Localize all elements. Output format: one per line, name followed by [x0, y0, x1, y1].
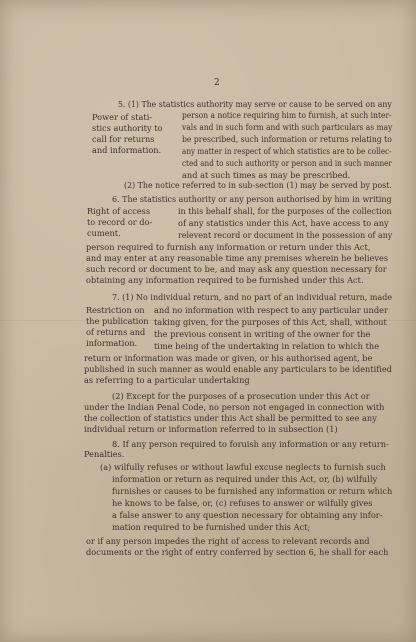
sec7-sub2: individual return or information referred to in subsection (1): [84, 424, 338, 434]
sec5-line: and at such times as may be prescribed.: [182, 170, 351, 180]
sec5-side-4: and information.: [92, 145, 162, 155]
sec6-line: in this behalf shall, for the purposes of the collection: [178, 206, 392, 216]
sec5-line: any matter in respect of which statistics are to be collec-: [182, 146, 392, 156]
sec5-line: vals and in such form and with such particulars as may: [182, 122, 393, 132]
sec6-line: and may enter at any reasonable time any premises wherein he believes: [86, 253, 389, 263]
sec8-side: Penalties.: [84, 449, 125, 459]
sec5-intro: 5. (1) The statistics authority may serve or cause to be served on any: [118, 99, 392, 109]
sec5-line: person a notice requiring him to furnish, at such inter-: [182, 110, 392, 120]
sec7-line: taking given, for the purposes of this Act, shall, without: [154, 317, 387, 327]
sec7-line: the previous consent in writing of the owner for the: [154, 329, 371, 339]
sec8-a: furnishes or causes to be furnished any information or return which: [112, 486, 393, 496]
sec5-side-2: stics authority to: [92, 123, 163, 133]
sec6-line: person required to furnish any information or return under this Act,: [86, 242, 371, 252]
sec7-cont: published in such manner as would enable any particulars to be identified: [84, 364, 392, 374]
sec7-cont: return or information was made or given, or his authorised agent, be: [84, 353, 373, 363]
sec7-side-4: information.: [86, 338, 138, 348]
sec6-line: such record or document to be, and may ask any question necessary for: [86, 264, 387, 274]
sec5-side-1: Power of stati-: [92, 112, 153, 122]
sec8-intro: 8. If any person required to foruish any information or any return-: [112, 439, 389, 449]
sec8-a: information or return as required under this Act, or, (b) wilfully: [112, 474, 378, 484]
sec7-sub2: the collection of statistics under this Act shall be permitted to see any: [84, 413, 377, 423]
sec8-tail: documents or the right of entry conferred by section 6, he shall for each: [86, 547, 389, 557]
sec6-line: relevent record or document in the possession of any: [178, 230, 393, 240]
sec7-line: time being of the undertaking in relation to which the: [154, 341, 380, 351]
sec7-intro: 7. (1) No individual return, and no part of an individual return, made: [112, 292, 393, 302]
sec6-side-2: to record or do-: [87, 217, 153, 227]
sec5-side-3: call for returns: [92, 134, 155, 144]
sec7-side-1: Restriction on: [86, 305, 145, 315]
sec8-a: he knows to be false, or, (c) refuses to answer or wilfully gives: [112, 498, 373, 508]
sec8-a: mation required to be furnished under this Act;: [112, 522, 311, 532]
sec7-line: and no information with respect to any particular under: [154, 305, 388, 315]
sec7-side-2: the publication: [86, 316, 149, 326]
sec6-line: of any statistics under this Act, have access to any: [178, 218, 389, 228]
sec6-side-1: Right of access: [87, 206, 151, 216]
sec8-a: (a) wilfully refuses or without lawful excuse neglects to furnish such: [100, 462, 386, 472]
sec6-line: 6. The statistics authority or any person authorised by him in writing: [112, 194, 392, 204]
sec7-sub2: (2) Except for the purposes of a prosecution under this Act or: [112, 391, 370, 401]
sec7-side-3: of returns and: [86, 327, 146, 337]
sec7-sub2: under the Indian Penal Code, no person not engaged in connection with: [84, 402, 385, 412]
sec7-cont: as referring to a particular undertaking: [84, 375, 250, 385]
page-number: 2: [214, 78, 220, 88]
sec8-tail: or if any person impedes the right of access to relevant records and: [86, 536, 370, 546]
sec5-sub2: (2) The notice referred to in sub-section (1) may be served by post.: [124, 180, 392, 190]
sec5-line: cted and to such authority or person and in such manner: [182, 158, 392, 168]
sec8-a: a false answer to any question necessary for obtaining any infor-: [112, 510, 383, 520]
sec6-line: obtaining any information required to be furnished under this Act.: [86, 275, 364, 285]
sec5-line: be prescribed, such information or returns relating to: [182, 134, 392, 144]
sec6-side-3: cument.: [87, 228, 121, 238]
